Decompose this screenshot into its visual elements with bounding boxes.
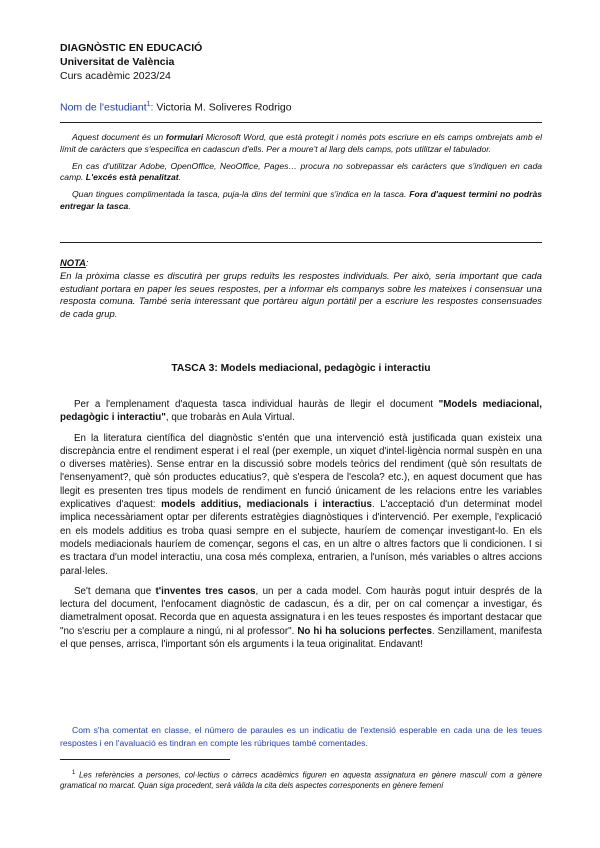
instruction-paragraph: Quan tingues complimentada la tasca, puja-la dins del termini que s'indica en la tasca. Fora d'aquest termini no podràs entregar la tasca.: [60, 189, 543, 211]
academic-year: Curs acadèmic 2023/24: [60, 70, 171, 82]
body-paragraph: En la literatura científica del diagnòstic s'entén que una intervenció està justificada quan existeix una discrepància entre el rendiment esperat i el real (per exemple, un xiquet d'intel·ligència normal suspèn en una o diverses matèries). Sense entrar en la discussió sobre models teòrics del rendiment (què són resultats de l'ensenyament?, què són productes educatius?, què s'espera de l'escola? etc.), en aquest document que has llegit es presenten tres tipus models de rendiment en funció únicament de les relacions entre les variables explicatives d'aquest: models additius, mediacionals i interactius. L'acceptació d'un determinat model implica necessàriament optar per diferents estratègies diagnòstiques i d'intervenció. Per exemple, l'explicació en els models additius es troba quasi sempre en el subjecte, hauríem de començar investigant-lo. En els models mediacionals hauríem de començar, segons el cas, en un altre o altres factors que li condicionen. I si es tractara d'un model interactiu, una cosa més complexa, entrarien, a l'uníson, més variables o altres accions paral·leles.: [60, 432, 542, 577]
instruction-paragraph: Aquest document és un formulari Microsoft Word, que està protegit i només pots escriure en els camps ombrejats amb el límit de caràcters que s'especifica en cadascun d'ells. Per a moure't al llarg dels camps, pots utilitzar el tabulador.: [60, 132, 542, 154]
body-paragraph: Per a l'emplenament d'aquesta tasca individual hauràs de llegir el document "Models mediacional, pedagògic i interactiu", que trobaràs en Aula Virtual.: [60, 399, 542, 424]
task-body: [60, 398, 542, 658]
divider-top: [60, 122, 542, 123]
footnote: [60, 768, 542, 792]
course-name: DIAGNÒSTIC EN EDUCACIÓ: [60, 42, 203, 54]
footnote-mark: 1: [72, 770, 76, 776]
university-name: Universitat de València: [60, 56, 175, 68]
nota-section: NOTA: En la pròxima classe es discutirà per grups reduïts les respostes individuals. Per això, seria important que cada estudiant portara en paper les seues respostes, per a informar els companys sobre les mateixes i consensuar una resposta comuna. També seria interessant que portàreu algun portàtil per a escriure les respostes consensuades de cada grup.: [60, 257, 542, 320]
student-name-row: [60, 101, 292, 114]
student-name-colon: :: [150, 101, 154, 114]
task-title: TASCA 3: Models mediacional, pedagògic i interactiu: [171, 363, 431, 374]
student-name-label: Nom de l'estudiant: [60, 101, 147, 114]
nota-text: En la pròxima classe es discutirà per grups reduïts les respostes individuals. Per això, seria important que cada estudiant portara en paper les seues respostes, per a informar els companys sobre les mateixes i consensuar una resposta comuna. També seria interessant que portàreu algun portàtil per a escriure les respostes consensuades de cada grup.: [60, 269, 542, 320]
word-count-note: Com s'ha comentat en classe, el número de paraules es un indicatiu de l'extensió esperable en cada una de les teues respostes i en l'avaluació es tindran en compte les rúbriques també comentades.: [60, 725, 542, 748]
nota-title: NOTA: [60, 257, 86, 268]
instruction-paragraph: En cas d'utilitzar Adobe, OpenOffice, NeoOffice, Pages… procura no sobrepassar els caràcters que s'indiquen en cada camp. L'excés està penalitzat.: [60, 160, 542, 183]
divider-bottom: [60, 242, 542, 243]
footnote-text: Les referències a persones, col·lectius o càrrecs acadèmics figuren en aquesta assignatura en gènere masculí com a gènere gramatical no marcat. Quan siga procedent, serà vàlida la cita dels aspectes corresponents en gènere femení: [60, 770, 542, 791]
body-paragraph: Se't demana que t'inventes tres casos, un per a cada model. Com hauràs pogut intuir després de la lectura del document, l'enfocament diagnòstic de cadascun, és a dir, per on cal començar a investigar, és diametralment oposat. Recorda que en aquesta assignatura i en les teues respostes és important destacar que "no s'escriu per a complaure a ningú, ni al professor". No hi ha solucions perfectes. Senzillament, manifesta el que penses, arrisca, l'important són els arguments i la teua originalitat. Endavant!: [60, 585, 542, 651]
footnote-separator: [60, 759, 230, 760]
student-name-field[interactable]: Victoria M. Soliveres Rodrigo: [156, 101, 292, 114]
footnote-ref[interactable]: 1: [146, 101, 151, 108]
document-header: [60, 41, 202, 83]
instructions-box: [60, 132, 542, 218]
